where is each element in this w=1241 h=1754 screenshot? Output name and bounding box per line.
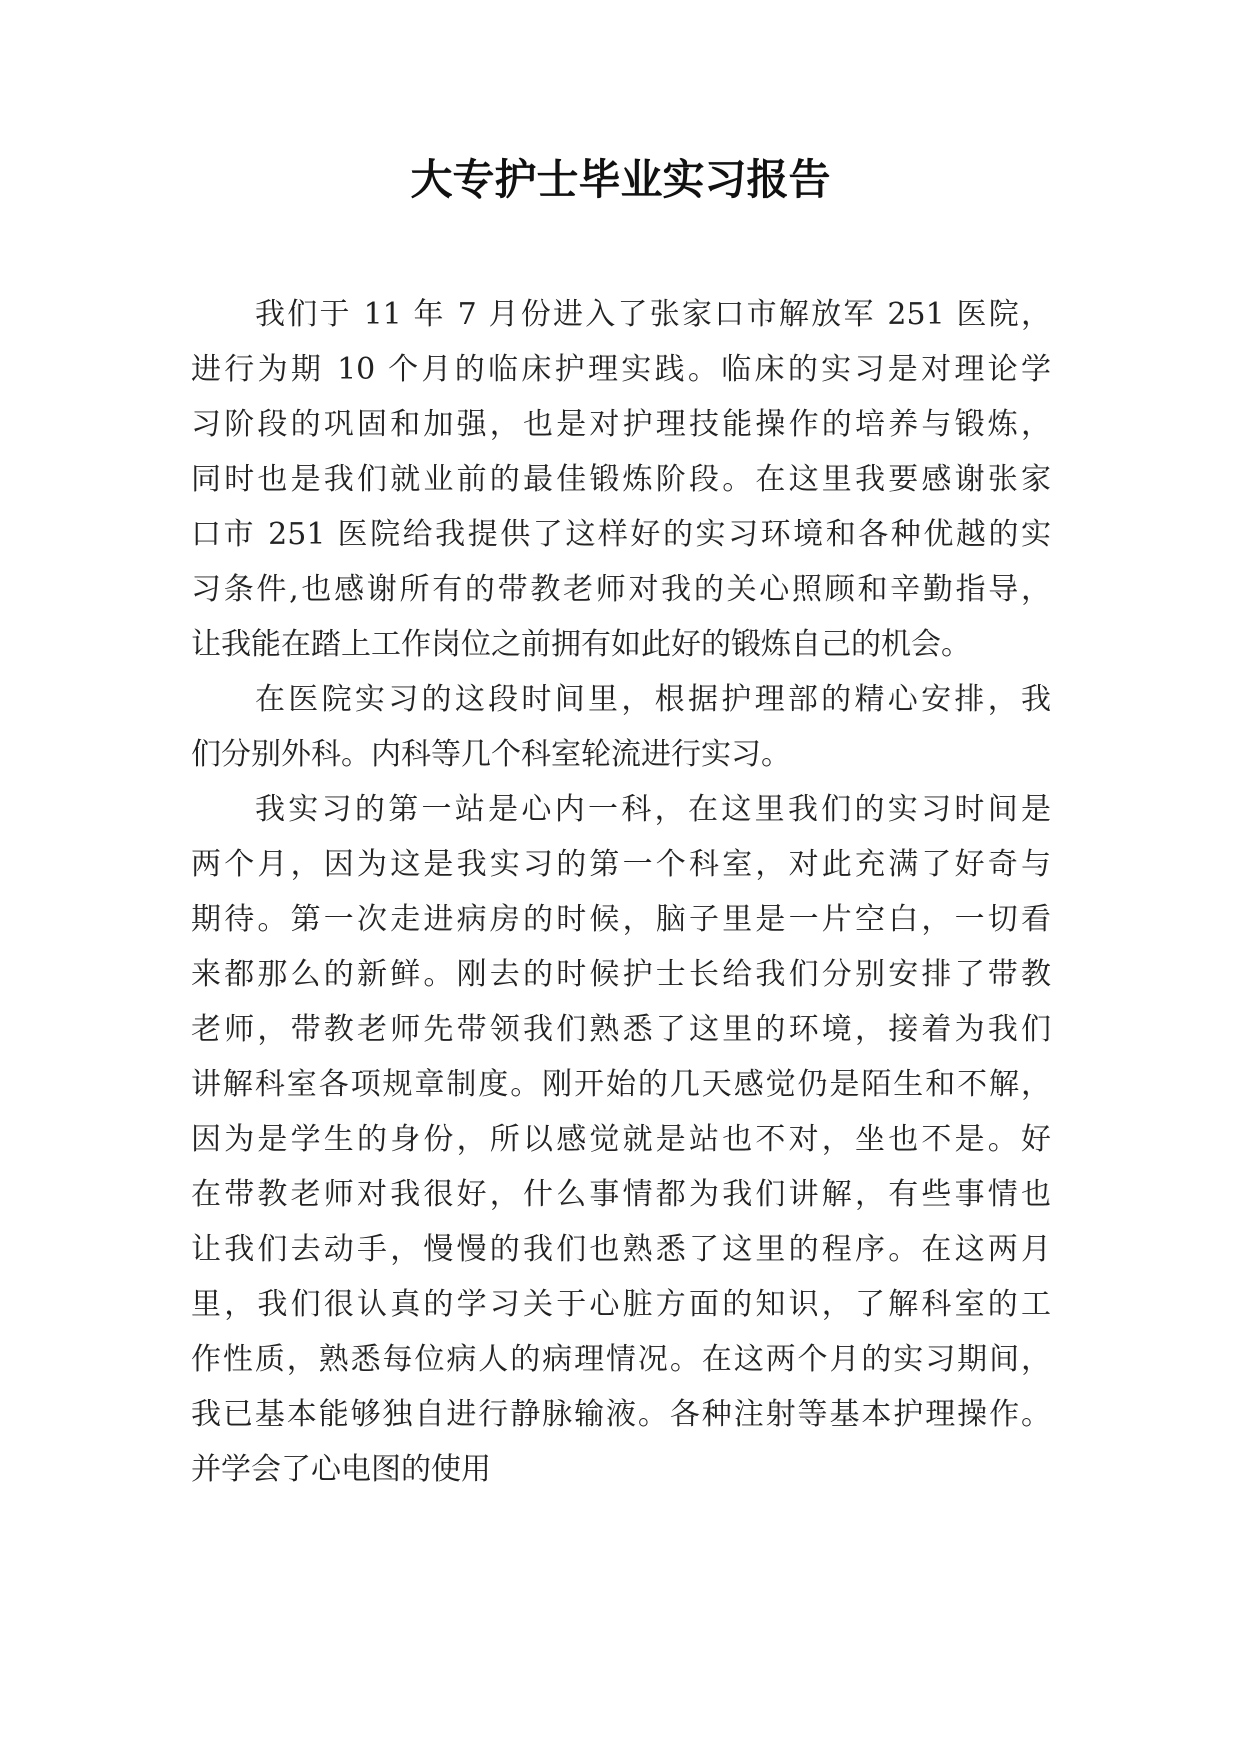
text-line: 让我能在踏上工作岗位之前拥有如此好的锻炼自己的机会。 xyxy=(191,627,971,662)
text-line: 同时也是我们就业前的最佳锻炼阶段。在这里我要感谢张家 xyxy=(191,462,1051,497)
text-line: 在带教老师对我很好，什么事情都为我们讲解，有些事情也 xyxy=(191,1177,1051,1212)
text-line: 来都那么的新鲜。刚去的时候护士长给我们分别安排了带教 xyxy=(191,957,1051,992)
text-line: 们分别外科。内科等几个科室轮流进行实习。 xyxy=(191,737,791,772)
text-line: 作性质，熟悉每位病人的病理情况。在这两个月的实习期间， xyxy=(191,1342,1051,1377)
text-line: 习条件,也感谢所有的带教老师对我的关心照顾和辛勤指导， xyxy=(191,572,1051,607)
text-line: 因为是学生的身份，所以感觉就是站也不对，坐也不是。好 xyxy=(191,1122,1051,1157)
text-line: 我实习的第一站是心内一科，在这里我们的实习时间是 xyxy=(255,792,1051,827)
text-line: 进行为期 10 个月的临床护理实践。临床的实习是对理论学 xyxy=(191,352,1051,387)
text-line: 两个月，因为这是我实习的第一个科室，对此充满了好奇与 xyxy=(191,847,1051,882)
text-line: 让我们去动手，慢慢的我们也熟悉了这里的程序。在这两月 xyxy=(191,1232,1051,1267)
text-line: 老师，带教老师先带领我们熟悉了这里的环境，接着为我们 xyxy=(191,1012,1051,1047)
document-body xyxy=(191,287,1051,1497)
text-line: 我们于 11 年 7 月份进入了张家口市解放军 251 医院， xyxy=(255,297,1051,332)
text-line: 口市 251 医院给我提供了这样好的实习环境和各种优越的实 xyxy=(191,517,1051,552)
text-line: 期待。第一次走进病房的时候，脑子里是一片空白，一切看 xyxy=(191,902,1051,937)
text-line: 并学会了心电图的使用 xyxy=(191,1452,491,1487)
text-line: 讲解科室各项规章制度。刚开始的几天感觉仍是陌生和不解， xyxy=(191,1067,1051,1102)
text-line: 习阶段的巩固和加强，也是对护理技能操作的培养与锻炼， xyxy=(191,407,1051,442)
text-line: 我已基本能够独自进行静脉输液。各种注射等基本护理操作。 xyxy=(191,1397,1051,1432)
text-line: 里，我们很认真的学习关于心脏方面的知识，了解科室的工 xyxy=(191,1287,1051,1322)
document-title: 大专护士毕业实习报告 xyxy=(410,155,831,204)
text-line: 在医院实习的这段时间里，根据护理部的精心安排，我 xyxy=(255,682,1051,717)
